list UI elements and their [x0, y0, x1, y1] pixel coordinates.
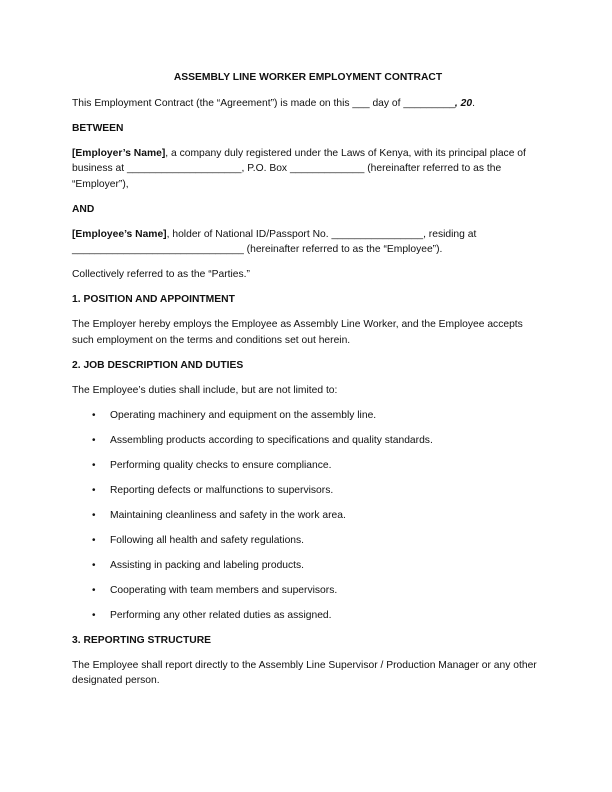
between-label: BETWEEN: [72, 122, 124, 134]
list-item-text: Following all health and safety regulations.: [110, 534, 305, 546]
intro-text: This Employment Contract (the “Agreement”) is made on this ___ day of _________: [72, 97, 455, 109]
section-heading: 3. REPORTING STRUCTURE: [72, 634, 212, 646]
list-item-text: Cooperating with team members and supervisors.: [110, 584, 338, 596]
parties-paragraph: Collectively referred to as the “Parties.”: [72, 269, 250, 280]
bullet-icon: •: [92, 484, 96, 496]
document-title: ASSEMBLY LINE WORKER EMPLOYMENT CONTRACT: [173, 72, 443, 83]
employee-name: [Employee’s Name]: [72, 228, 167, 240]
list-item: [92, 533, 544, 549]
bullet-icon: •: [92, 409, 96, 421]
section-heading: 1. POSITION AND APPOINTMENT: [72, 294, 235, 305]
list-item-text: Performing any other related duties as assigned.: [110, 609, 332, 621]
bullet-icon: •: [92, 509, 96, 521]
section-body: The Employee’s duties shall include, but are not limited to:: [72, 384, 338, 396]
bullet-icon: •: [92, 434, 96, 446]
list-item: [92, 558, 544, 574]
duties-list: [72, 408, 544, 624]
section-body: The Employee shall report directly to the Assembly Line Supervisor / Production Manager or any other designated person.: [72, 659, 537, 686]
list-item: [92, 408, 544, 424]
and-label: AND: [72, 203, 95, 215]
bullet-icon: •: [92, 584, 96, 596]
bullet-icon: •: [92, 534, 96, 546]
list-item-text: Assisting in packing and labeling products.: [110, 559, 305, 571]
bullet-icon: •: [92, 559, 96, 571]
employer-name: [Employer’s Name]: [72, 147, 166, 159]
bullet-icon: •: [92, 609, 96, 621]
section-body: The Employer hereby employs the Employee as Assembly Line Worker, and the Employee accepts such employment on the terms and conditions set out herein.: [72, 319, 523, 346]
list-item-text: Reporting defects or malfunctions to supervisors.: [110, 484, 334, 496]
list-item: [92, 583, 544, 599]
section-heading: 2. JOB DESCRIPTION AND DUTIES: [72, 359, 244, 371]
intro-end: .: [472, 97, 475, 109]
list-item-text: Maintaining cleanliness and safety in the work area.: [110, 509, 346, 521]
intro-paragraph: [72, 96, 544, 112]
list-item: [92, 433, 544, 449]
list-item-text: Assembling products according to specifications and quality standards.: [110, 434, 433, 446]
employee-text: , holder of National ID/Passport No. ________________, residing at ______________________________ (hereinafter referred to as the “Employee”).: [72, 228, 477, 255]
list-item: [92, 608, 544, 624]
employer-paragraph: [72, 146, 544, 193]
list-item: [92, 483, 544, 499]
document-body: [72, 70, 544, 698]
intro-year: , 20: [454, 97, 473, 109]
employee-paragraph: [72, 227, 544, 258]
list-item-text: Operating machinery and equipment on the assembly line.: [110, 409, 377, 421]
list-item-text: Performing quality checks to ensure compliance.: [110, 459, 332, 471]
bullet-icon: •: [92, 459, 96, 471]
list-item: [92, 458, 544, 474]
list-item: [92, 508, 544, 524]
employer-text: , a company duly registered under the Laws of Kenya, with its principal place of business at ____________________, P.O. Box _____________ (hereinafter referred to as the “Employer”),: [72, 147, 526, 190]
